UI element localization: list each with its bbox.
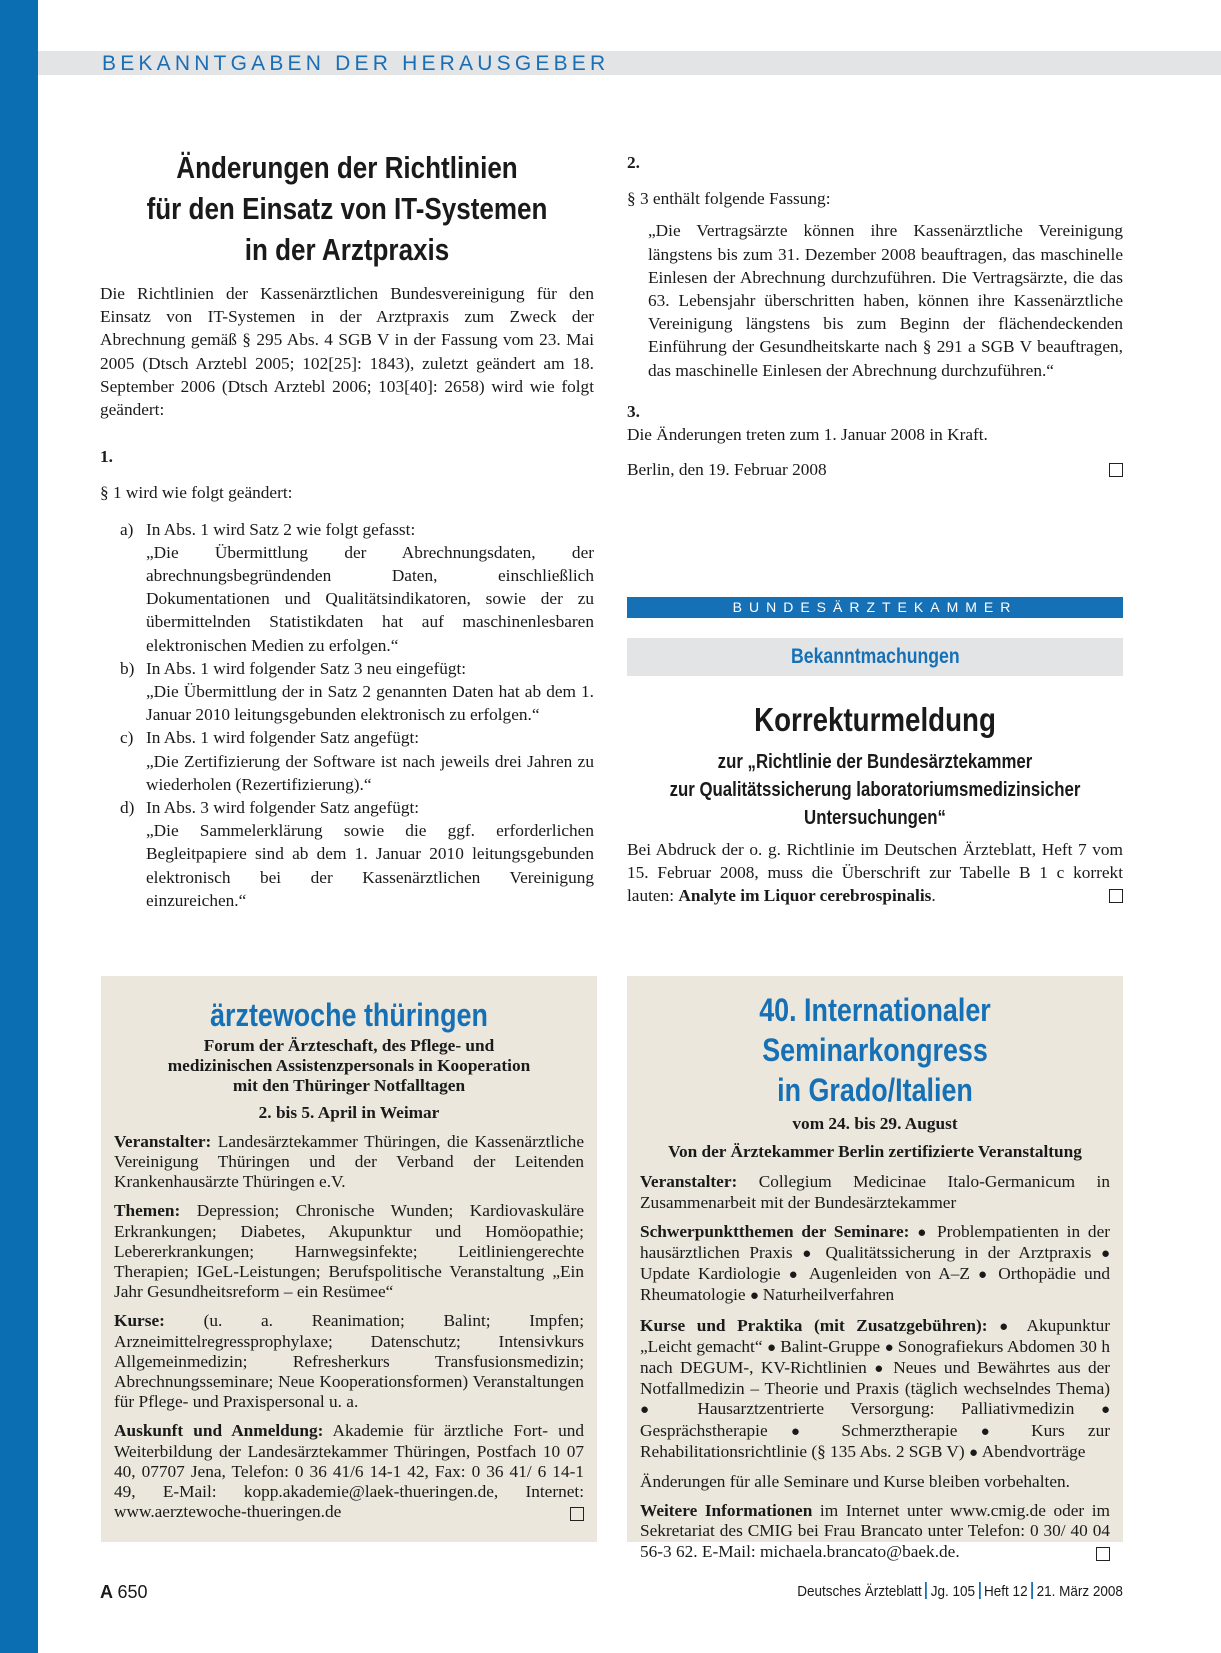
event-organizer <box>640 1172 1110 1212</box>
event-box-aerztewoche <box>101 976 597 1542</box>
end-mark-icon <box>570 1507 584 1521</box>
field-value: Collegium Medicinae Italo-Germanicum in Zusammenarbeit mit der Bundesärztekammer <box>640 1172 1110 1212</box>
course-item: Abendvorträge <box>981 1441 1086 1461</box>
section-number: 3. <box>627 401 640 421</box>
item-text: In Abs. 3 wird folgender Satz angefügt: <box>146 798 420 818</box>
page-number <box>100 1582 148 1603</box>
course-item: Kurs zur Rehabilitationsrichtlinie (§ 135 Abs. 2 SGB V) <box>640 1420 1110 1461</box>
event-title: ärztewoche thüringen <box>210 997 488 1033</box>
bullet-icon: ● <box>874 1361 894 1378</box>
bullet-icon: ● <box>1100 1402 1111 1419</box>
signoff-text: Berlin, den 19. Februar 2008 <box>627 460 827 480</box>
item-quote: „Die Übermittlung der in Satz 2 genannten Daten hat ab dem 1. Januar 2010 leitungsgebunden elektronisch zu erfolgen.“ <box>146 682 594 725</box>
field-label: Veranstalter: <box>640 1172 738 1192</box>
bullet-icon: ● <box>968 1444 982 1461</box>
course-item: Balint-Gruppe <box>780 1336 881 1356</box>
section-text: § 3 enthält folgende Fassung: <box>627 189 831 209</box>
list-marker: b) <box>120 658 135 678</box>
article-title-line: für den Einsatz von IT-Systemen <box>146 191 548 226</box>
section-quote: „Die Vertragsärzte können ihre Kassenärztliche Vereinigung längstens bis zum 31. Dezember 2008 beauftragen, das maschinelle Einlesen der Abrechnung durchzuführen. Die Vertragsärzte, die das 63. Lebensjahr überschritten haben, können ihre Kassenärztliche Vereinigung längstens bis zum Beginn der flächendeckenden Einführung der Gesundheitskarte nach § 291 a SGB V beauftragen, das maschinelle Einlesen der Abrechnung durchzuführen.“ <box>648 221 1123 380</box>
article-title-line: in der Arztpraxis <box>244 232 450 267</box>
article-body <box>627 838 1123 908</box>
subtitle-line: zur „Richtlinie der Bundesärztekammer <box>717 751 1033 773</box>
article-it-systeme-continued <box>627 151 1123 481</box>
event-topics <box>114 1201 584 1302</box>
course-item: Akupunktur „Leicht gemacht“ <box>640 1315 1111 1356</box>
topic-item: Augenleiden von A–Z <box>808 1264 970 1284</box>
bullet-icon: ● <box>640 1402 698 1419</box>
field-label: Themen: <box>114 1201 181 1221</box>
course-item: Neues und Bewährtes aus der Notfallmedizin – Theorie und Praxis (täglich wechselndes Thema) <box>640 1358 1111 1399</box>
bullet-icon: ● <box>978 1267 999 1284</box>
event-info <box>640 1501 1110 1562</box>
section-number: 1. <box>100 447 113 467</box>
event-topics <box>640 1222 1110 1307</box>
article-it-systeme <box>100 147 594 912</box>
event-title <box>678 990 1073 1110</box>
topic-item: Orthopädie und Rheumatologie <box>640 1264 1111 1305</box>
journal-name: Deutsches Ärzteblatt <box>797 1583 922 1600</box>
field-label: Kurse: <box>114 1311 165 1331</box>
list-marker: c) <box>120 728 134 748</box>
event-courses <box>640 1316 1110 1463</box>
bullet-icon: ● <box>788 1267 809 1284</box>
section-header-bar <box>38 51 1221 75</box>
bullet-icon: ● <box>999 1318 1027 1335</box>
article-intro: Die Richtlinien der Kassenärztlichen Bundesvereinigung für den Einsatz von IT-Systemen in der Arztpraxis zum Zweck der Abrechnung gemäß § 295 Abs. 4 SGB V in der Fassung vom 23. Mai 2005 (Dtsch Arztebl 2005; 102[25]: 1843), zuletzt geändert am 18. September 2006 (Dtsch Arztebl 2006; 103[40]: 2658) wird wie folgt geändert: <box>100 284 594 420</box>
field-label: Auskunft und Anmeldung: <box>114 1421 324 1441</box>
list-item <box>120 796 594 912</box>
end-mark-icon <box>1109 889 1123 903</box>
field-label: Veranstalter: <box>114 1131 212 1151</box>
title-line: 40. Internationaler Seminarkongress <box>759 992 991 1068</box>
sidebar-stripe <box>0 0 38 1653</box>
subtitle-line: Untersuchungen“ <box>804 807 946 829</box>
body-end: . <box>931 886 936 906</box>
event-date: 2. bis 5. April in Weimar <box>258 1102 440 1122</box>
subbanner-label: Bekanntmachungen <box>790 645 960 668</box>
article-subtitle <box>667 748 1084 832</box>
article-korrekturmeldung <box>627 700 1123 908</box>
list-marker: a) <box>120 519 134 539</box>
event-organizer <box>114 1132 584 1193</box>
event-contact <box>114 1421 584 1522</box>
topic-item: Problempatienten in der hausärztlichen Praxis <box>640 1221 1110 1263</box>
item-quote: „Die Sammelerklärung sowie die ggf. erforderlichen Begleitpapiere sind ab dem 1. Januar 2010 leitungsgebunden elektronisch bei der Kassenärztlichen Vereinigung einzureichen.“ <box>146 821 594 910</box>
field-value: Depression; Chronische Wunden; Kardiovaskuläre Erkrankungen; Diabetes, Akupunktur und Homöopathie; Lebererkrankungen; Harnwegsinfekte; Leitliniengerechte Therapien; IGeL-Leistungen; Berufspolitische Veranstaltung „Ein Jahr Gesundheitsreform – ein Resümee“ <box>114 1201 584 1302</box>
topic-item: Qualitätssicherung in der Arztpraxis <box>825 1243 1092 1263</box>
event-box-grado <box>627 976 1123 1561</box>
bullet-icon: ● <box>749 1288 763 1305</box>
subtitle-line: mit den Thüringer Notfalltagen <box>232 1076 466 1096</box>
bullet-icon: ● <box>790 1423 842 1440</box>
bullet-icon: ● <box>1100 1246 1111 1263</box>
article-title <box>140 147 555 270</box>
section-title: BEKANNTGABEN DER HERAUSGEBER <box>102 52 610 75</box>
item-text: In Abs. 1 wird folgender Satz 3 neu eingefügt: <box>146 658 467 678</box>
section-banner: BUNDESÄRZTEKAMMER <box>627 597 1123 618</box>
item-quote: „Die Zertifizierung der Software ist nach jeweils drei Jahren zu wiederholen (Rezertifizierung).“ <box>146 751 594 794</box>
subtitle-line: medizinischen Assistenzpersonals in Kooperation <box>167 1056 531 1076</box>
page-number-value: 650 <box>117 1582 148 1602</box>
course-item: Schmerztherapie <box>841 1420 958 1440</box>
event-date: vom 24. bis 29. August <box>792 1114 958 1133</box>
event-courses <box>114 1311 584 1412</box>
article-title-line: Änderungen der Richtlinien <box>176 150 518 185</box>
field-value: Landesärztekammer Thüringen, die Kassenärztliche Vereinigung Thüringen und der Verband der Leitenden Krankenhausärzte Thüringen e.V. <box>114 1131 584 1192</box>
list-item <box>120 726 594 796</box>
field-value: Akademie für ärztliche Fort- und Weiterbildung der Landesärztekammer Thüringen, Postfach 10 07 40, 07707 Jena, Telefon: 0 36 41/6 14-1 42, Fax: 0 36 41/ 6 14-1 49, E-Mail: kopp.akademie@laek-thueringen.de, Internet: www.aerztewoche-thueringen.de <box>114 1421 585 1522</box>
subtitle-line: zur Qualitätssicherung laboratoriumsmedizinsicher <box>669 779 1081 801</box>
item-text: In Abs. 1 wird Satz 2 wie folgt gefasst: <box>146 519 416 539</box>
body-text: Bei Abdruck der o. g. Richtlinie im Deutschen Ärzteblatt, Heft 7 vom 15. Februar 2008, muss die Überschrift zur Tabelle B 1 c korrekt lauten: <box>627 840 1123 906</box>
bullet-icon: ● <box>767 1339 781 1356</box>
course-item: Gesprächstherapie <box>640 1420 768 1440</box>
course-item: Sonografiekurs Abdomen 30 h nach DEGUM-, KV-Richtlinien <box>640 1336 1110 1378</box>
course-item: Hausarztzentrierte Versorgung: Palliativmedizin <box>697 1399 1075 1419</box>
title-line: in Grado/Italien <box>777 1072 973 1108</box>
field-value: im Internet unter www.cmig.de oder im Sekretariat des CMIG bei Frau Brancato unter Telefon: 0 30/ 40 04 56-3 62. E-Mail: michaela.brancato@baek.de. <box>640 1501 1110 1561</box>
bullet-icon: ● <box>980 1423 1032 1440</box>
end-mark-icon <box>1109 463 1123 477</box>
field-label: Weitere Informationen <box>640 1501 813 1521</box>
list-item <box>120 518 594 657</box>
section-text: § 1 wird wie folgt geändert: <box>100 483 293 503</box>
signoff <box>627 458 1123 481</box>
page-prefix: A <box>100 1582 113 1602</box>
topic-item: Naturheilverfahren <box>762 1285 895 1305</box>
list-marker: d) <box>120 798 135 818</box>
event-certified: Von der Ärztekammer Berlin zertifizierte Veranstaltung <box>668 1142 1082 1162</box>
field-label: Kurse und Praktika (mit Zusatzgebühren): <box>640 1315 988 1335</box>
field-label: Schwerpunktthemen der Seminare: <box>640 1221 910 1241</box>
section-subbanner <box>627 638 1123 676</box>
item-text: In Abs. 1 wird folgender Satz angefügt: <box>146 728 420 748</box>
item-quote: „Die Übermittlung der Abrechnungsdaten, der abrechnungsbegründenden Daten, einschließlich Dokumentationen und Qualitätsindikatoren, sowie der zu übermittelnden Statistikdaten hat auf maschinenlesbaren elektronischen Medien zu erfolgen.“ <box>146 542 594 655</box>
end-mark-icon <box>1096 1547 1110 1561</box>
article-title: Korrekturmeldung <box>754 701 996 738</box>
field-value: (u. a. Reanimation; Balint; Impfen; Arzneimittelregressprophylaxe; Datenschutz; Intensivkurs Allgemeinmedizin; Refresherkurs Transfusionsmedizin; Abrechnungsseminare; Neue Kooperationsformen) Veranstaltungen für Pflege- und Praxispersonal u. a. <box>114 1311 584 1412</box>
journal-citation <box>797 1582 1123 1600</box>
bullet-icon: ● <box>884 1339 898 1356</box>
bullet-icon: ● <box>802 1246 826 1263</box>
bullet-icon: ● <box>917 1224 937 1241</box>
body-emphasis: Analyte im Liquor cerebrospinalis <box>678 886 932 906</box>
section-text: Die Änderungen treten zum 1. Januar 2008 in Kraft. <box>627 425 988 445</box>
section-number: 2. <box>627 153 640 172</box>
event-changes-note: Änderungen für alle Seminare und Kurse bleiben vorbehalten. <box>640 1472 1070 1492</box>
subtitle-line: Forum der Ärzteschaft, des Pflege- und <box>203 1036 495 1055</box>
journal-issue: Heft 12 <box>984 1583 1028 1600</box>
list-item <box>120 657 594 727</box>
journal-volume: Jg. 105 <box>930 1583 976 1600</box>
topic-item: Update Kardiologie <box>640 1264 781 1284</box>
journal-date: 21. März 2008 <box>1036 1583 1123 1600</box>
amendment-list <box>100 518 594 912</box>
event-subtitle <box>114 1036 584 1097</box>
